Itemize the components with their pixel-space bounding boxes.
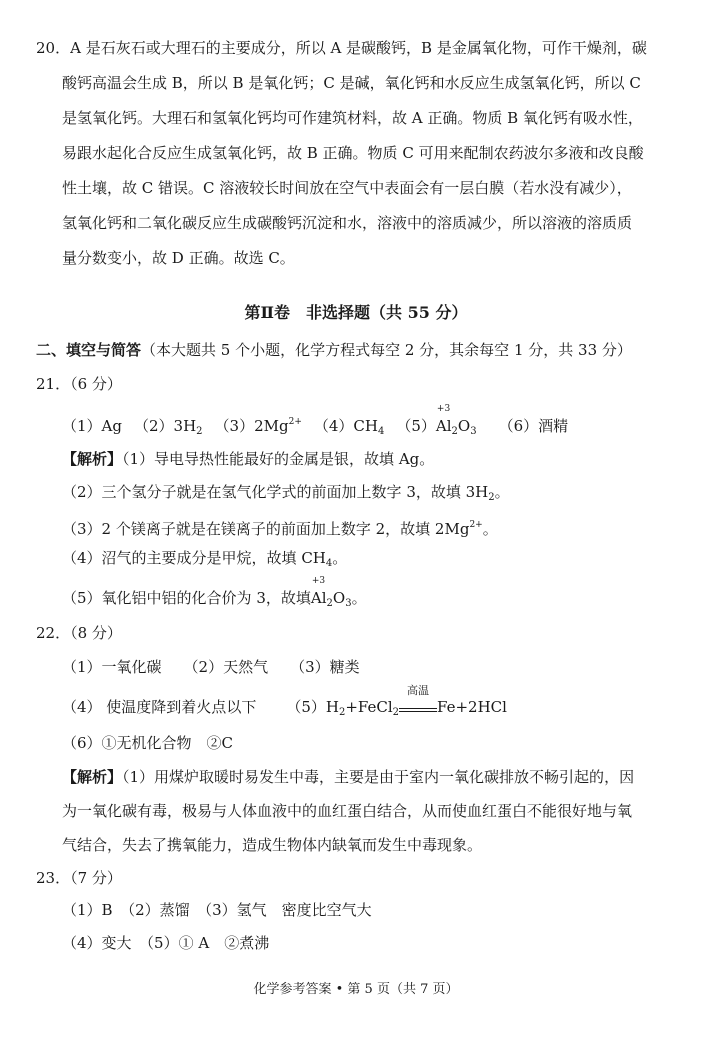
q20-line-2: 酸钙高温会生成 B，所以 B 是氧化钙；C 是碱，氧化钙和水反应生成氢氧化钙，所以 C	[62, 74, 641, 92]
q20-line-5: 性土壤，故 C 错误。C 溶液较长时间放在空气中表面会有一层白膜（若水没有减少），	[62, 179, 632, 197]
q21-explanation-1: 【解析】（1）导电导热性能最好的金属是银，故填 Ag。	[62, 450, 435, 468]
q21-answer-1: （1）Ag	[62, 417, 122, 435]
q21-answer-2: $(2)3H_2$	[133, 417, 203, 437]
q21-answer-3: $(3)2Mg^{2+}$	[214, 417, 302, 435]
q22-answer-5: $(5)H_2+FeCl_2$ 高温 Fe+2HCl	[286, 684, 507, 718]
q22-answers-2	[62, 684, 507, 723]
q22-answer-3: （3）糖类	[290, 658, 360, 676]
q21-answer-5: （5） +3 $Al_2O_3$	[396, 404, 477, 437]
q20-line-1: 20．A 是石灰石或大理石的主要成分，所以 A 是碳酸钙，B 是金属氧化物，可作干燥剂，碳	[36, 39, 647, 57]
q22-answer-2: （2）天然气	[183, 658, 269, 676]
q22-answer-1: （1）一氧化碳	[62, 658, 162, 676]
q21-explanation-5: （5）氧化铝中铝的化合价为 3，故填 +3 $Al_2O_3$。	[62, 576, 367, 609]
q22-number: 22．（8 分）	[36, 624, 122, 642]
q21-answer-6: （6）酒精	[498, 417, 569, 435]
q23-answers-2: （4）变大 （5）① A ②煮沸	[62, 934, 270, 952]
q20-line-4: 易跟水起化合反应生成氢氧化钙，故 B 正确。物质 C 可用来配制农药波尔多液和改良酸	[62, 144, 644, 162]
section-heading-label: 二、填空与简答	[36, 341, 142, 359]
q23-answers-1: （1）B （2）蒸馏 （3）氢气 密度比空气大	[62, 901, 372, 919]
q21-explanation-3: （3）2 个镁离子就是在镁离子的前面加上数字 2，故填 $2Mg^{2+}$。	[62, 520, 498, 538]
q23-number: 23．（7 分）	[36, 869, 122, 887]
section-heading	[36, 340, 632, 360]
section-heading-note: （本大题共 5 个小题，化学方程式每空 2 分，其余每空 1 分，共 33 分）	[141, 341, 632, 359]
reaction-equals-sign: 高温	[399, 699, 437, 712]
page-footer: 化学参考答案 • 第 5 页（共 7 页）	[253, 982, 459, 997]
q20-line-3: 是氢氧化钙。大理石和氢氧化钙均可作建筑材料，故 A 正确。物质 B 氧化钙有吸水性，	[62, 109, 643, 127]
q22-answers-1	[62, 657, 360, 677]
q22-answer-4: （4） 使温度降到着火点以下	[62, 698, 257, 716]
q21-explanation-2: （2）三个氢分子就是在氢气化学式的前面加上数字 3，故填 $3H_2$。	[62, 483, 510, 503]
section-title: 第Ⅱ卷 非选择题（共 55 分）	[244, 303, 468, 322]
q20-line-6: 氢氧化钙和二氧化碳反应生成碳酸钙沉淀和水，溶液中的溶质减少，所以溶液的溶质质	[62, 214, 633, 232]
q22-explanation-3: 气结合，失去了携氧能力，造成生物体内缺氧而发生中毒现象。	[62, 836, 483, 854]
q21-answers	[62, 404, 569, 442]
q22-jiexi-label: 【解析】	[62, 768, 123, 786]
q22-explanation-2: 为一氧化碳有毒，极易与人体血液中的血红蛋白结合，从而使血红蛋白不能很好地与氧	[62, 802, 633, 820]
q21-jiexi-label: 【解析】	[62, 450, 123, 468]
q22-answer-6: （6）①无机化合物 ②C	[62, 734, 234, 752]
q20-line-7: 量分数变小，故 D 正确。故选 C。	[62, 249, 295, 267]
q22-explanation-1: 【解析】（1）用煤炉取暖时易发生中毒，主要是由于室内一氧化碳排放不畅引起的，因	[62, 768, 635, 786]
q21-answer-4: $(4)CH_4$	[313, 417, 385, 437]
q21-number: 21．（6 分）	[36, 375, 122, 393]
q21-explanation-4: （4）沼气的主要成分是甲烷，故填 $CH_4$。	[62, 549, 348, 569]
